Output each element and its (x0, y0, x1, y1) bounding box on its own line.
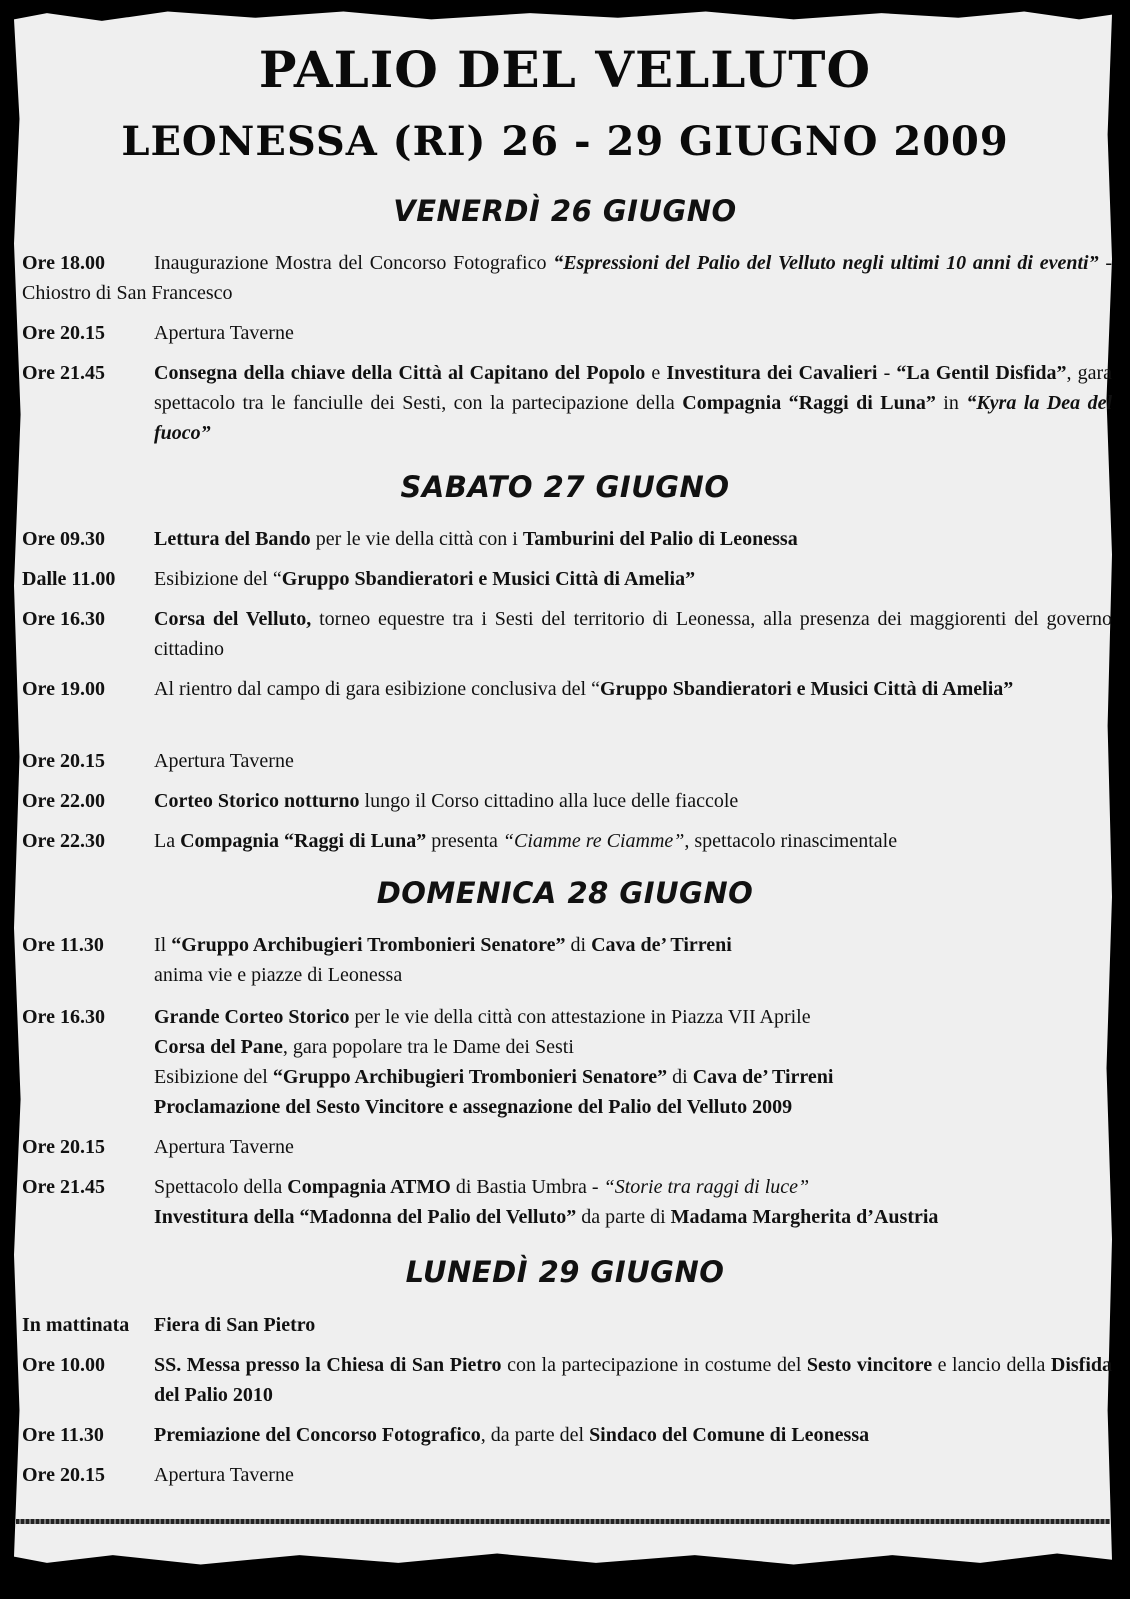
event-text-segment: “Ciamme re Ciamme” (502, 830, 685, 852)
event-description (154, 1132, 1112, 1162)
event-description (154, 930, 1112, 990)
event-description (154, 564, 1112, 594)
event-description (154, 524, 1112, 554)
event-text-segment: Corteo Storico notturno (154, 790, 360, 812)
event-text-segment: Corsa del Pane (154, 1036, 283, 1058)
event-text-segment: Fiera di San Pietro (154, 1314, 316, 1336)
event-time: In mattinata (22, 1314, 130, 1336)
event-time: Ore 20.15 (22, 750, 105, 772)
event-time: Ore 22.30 (22, 830, 105, 852)
event-time: Ore 11.30 (22, 1424, 104, 1446)
event-text-segment: Compagnia “Raggi di Luna” (180, 830, 427, 852)
event-text-segment: “Kyra la Dea del fuoco” (154, 392, 1113, 444)
event-text-segment: “Espressioni del Palio del Velluto negli ultimi 10 anni di eventi” (553, 252, 1099, 274)
event-line (154, 930, 1112, 960)
event-time: Ore 09.30 (22, 528, 105, 550)
event-text-segment: Investitura dei Cavalieri (666, 362, 878, 384)
event-time: Dalle 11.00 (22, 568, 116, 590)
day-heading-sabato-27-giugno: SABATO 27 GIUGNO (400, 470, 730, 504)
event-text-segment: Premiazione del Concorso Fotografico (154, 1424, 481, 1446)
event-time: Ore 20.15 (22, 322, 105, 344)
event-text-segment: Al rientro dal campo di gara esibizione conclusiva del “ (154, 678, 600, 700)
event-line (154, 1002, 1112, 1032)
event-text-segment: Compagnia “Raggi di Luna” (682, 392, 936, 414)
event-description (22, 248, 1112, 308)
event-text-segment: Consegna della chiave della Città al Capitano del Popolo (154, 362, 646, 384)
event-text-segment: Madama Margherita d’Austria (670, 1206, 939, 1228)
event-text-segment: e (645, 362, 667, 384)
event-line (154, 1172, 1112, 1202)
event-description (154, 318, 1112, 348)
event-text-segment: , gara popolare tra le Dame dei Sesti (282, 1036, 574, 1058)
event-text-segment: in (935, 392, 967, 414)
event-time: Ore 16.30 (22, 1006, 105, 1028)
event-text-segment: torneo equestre tra i Sesti del territorio di Leonessa, alla presenza dei maggiorenti del governo cittadino (154, 608, 1112, 660)
event-text-segment: Lettura del Bando (154, 528, 311, 550)
event-time: Ore 21.45 (22, 362, 105, 384)
event-text-segment: Sesto vincitore (806, 1354, 933, 1376)
event-text-segment: anima vie e piazze di Leonessa (154, 964, 403, 986)
day-heading-luned-29-giugno: LUNEDÌ 29 GIUGNO (405, 1255, 725, 1289)
event-line (154, 1202, 1112, 1232)
poster-title: PALIO DEL VELLUTO (258, 40, 872, 99)
event-text-segment: Grande Corteo Storico (154, 1006, 350, 1028)
event-time: Ore 22.00 (22, 790, 105, 812)
event-text-segment: Gruppo Sbandieratori e Musici Città di Amelia” (281, 568, 696, 590)
event-line (154, 1032, 1112, 1062)
event-description (154, 746, 1112, 776)
event-text-segment: Spettacolo della (154, 1176, 288, 1198)
event-text-segment: Esibizione del “ (154, 568, 282, 590)
event-time: Ore 21.45 (22, 1176, 105, 1198)
event-text-segment: di (565, 934, 592, 956)
event-text-segment: “Storie tra raggi di luce” (603, 1176, 810, 1198)
event-text-segment: e lancio della (932, 1354, 1051, 1376)
event-text-segment: per le vie della città con i (310, 528, 523, 550)
event-text-segment: Cava de’ Tirreni (591, 934, 732, 956)
event-text-segment: Compagnia ATMO (287, 1176, 451, 1198)
event-text-segment: Cava de’ Tirreni (692, 1066, 834, 1088)
event-text-segment: Corsa del Velluto, (154, 608, 312, 630)
event-time: Ore 19.00 (22, 678, 105, 700)
event-description (154, 604, 1112, 664)
event-text-segment: di Bastia Umbra - (450, 1176, 604, 1198)
event-time: Ore 18.00 (22, 252, 105, 274)
event-text-segment: Il (154, 934, 172, 956)
day-heading-venerd-26-giugno: VENERDÌ 26 GIUGNO (393, 194, 737, 228)
event-text-segment: , gara spettacolo tra le fanciulle dei Sesti, con la partecipazione della (154, 362, 1112, 414)
event-text-segment: , da parte del (480, 1424, 590, 1446)
bottom-divider (16, 1519, 1110, 1524)
event-text-segment: Gruppo Sbandieratori e Musici Città di Amelia” (599, 678, 1014, 700)
event-line (154, 960, 1112, 990)
event-text-segment: Apertura Taverne (154, 322, 294, 344)
event-text-segment: Sindaco del Comune di Leonessa (589, 1424, 870, 1446)
event-text-segment: Disfida del Palio 2010 (154, 1354, 1112, 1406)
event-description (154, 1310, 1112, 1340)
event-time: Ore 16.30 (22, 608, 105, 630)
event-description (154, 1172, 1112, 1232)
event-description (154, 1420, 1112, 1450)
event-text-segment: Apertura Taverne (154, 750, 294, 772)
event-description (154, 1002, 1112, 1122)
event-text-segment: Tamburini del Palio di Leonessa (522, 528, 798, 550)
event-text-segment: da parte di (576, 1206, 671, 1228)
event-text-segment: “La Gentil Disfida” (896, 362, 1067, 384)
poster-subtitle: LEONESSA (RI) 26 - 29 GIUGNO 2009 (121, 118, 1009, 165)
event-text-segment: lungo il Corso cittadino alla luce delle fiaccole (359, 790, 739, 812)
event-text-segment: per le vie della città con attestazione in Piazza VII Aprile (349, 1006, 811, 1028)
event-description (154, 786, 1112, 816)
event-text-segment: presenta (426, 830, 503, 852)
event-line (154, 1062, 1112, 1092)
event-time: Ore 20.15 (22, 1136, 105, 1158)
event-text-segment: Investitura della “Madonna del Palio del Velluto” (154, 1206, 577, 1228)
event-text-segment: Esibizione del (154, 1066, 273, 1088)
event-time: Ore 20.15 (22, 1464, 105, 1486)
event-text-segment: Proclamazione del Sesto Vincitore e assegnazione del Palio del Velluto 2009 (154, 1096, 793, 1118)
event-text-segment: “Gruppo Archibugieri Trombonieri Senatore” (272, 1066, 668, 1088)
event-description (154, 1460, 1112, 1490)
event-description (154, 826, 1112, 856)
event-time: Ore 11.30 (22, 934, 104, 956)
event-text-segment: - (877, 362, 897, 384)
event-line (154, 1092, 1112, 1122)
event-text-segment: Inaugurazione Mostra del Concorso Fotografico (154, 252, 554, 274)
event-text-segment: Apertura Taverne (154, 1136, 294, 1158)
event-text-segment: Apertura Taverne (154, 1464, 294, 1486)
event-text-segment: SS. Messa presso la Chiesa di San Pietro (154, 1354, 502, 1376)
day-heading-domenica-28-giugno: DOMENICA 28 GIUGNO (376, 876, 754, 910)
event-text-segment: di (667, 1066, 693, 1088)
event-text-segment: con la partecipazione in costume del (501, 1354, 807, 1376)
event-description (154, 358, 1112, 448)
event-text-segment: “Gruppo Archibugieri Trombonieri Senatore” (171, 934, 566, 956)
event-description (154, 674, 1112, 704)
event-text-segment: - Chiostro di San Francesco (22, 252, 1112, 304)
event-text-segment: La (154, 830, 181, 852)
event-text-segment: , spettacolo rinascimentale (684, 830, 898, 852)
event-description (154, 1350, 1112, 1410)
event-time: Ore 10.00 (22, 1354, 105, 1376)
